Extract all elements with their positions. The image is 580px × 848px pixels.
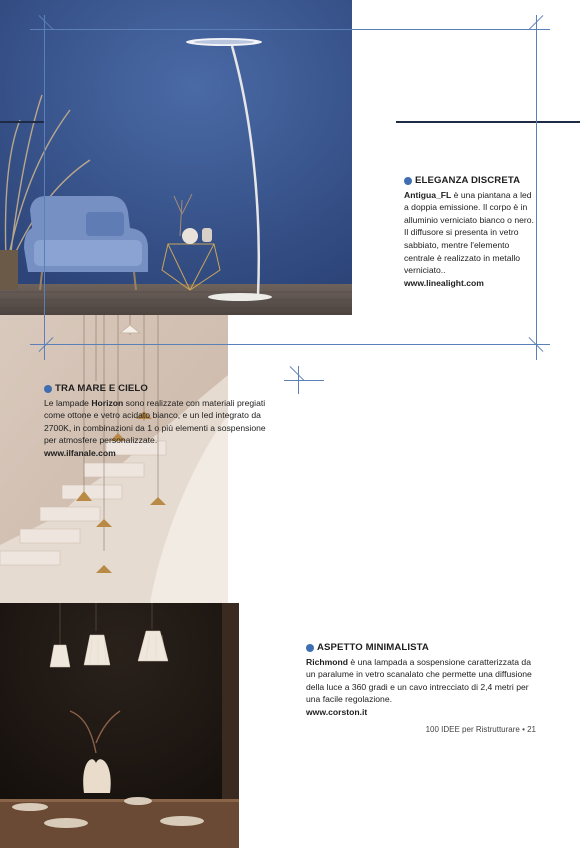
frame-line-left bbox=[44, 15, 45, 360]
section-body: Antigua_FL è una piantana a led a doppia emissione. Il corpo è in alluminio verniciato bianco o nero. Il diffusore si presenta in vetro sabbiato, mentre l'elemento centrale è realizzato in metallo verniciato.. bbox=[404, 189, 534, 276]
section-title: TRA MARE E CIELO bbox=[44, 383, 276, 396]
caption-eleganza bbox=[404, 175, 534, 289]
section-body: Le lampade Horizon sono realizzate con materiali pregiati come ottone e vetro acidato bianco, e un led integrato da 2700K, in combinazioni da 1 o più elementi a sospensione per atmosfere personalizzate. bbox=[44, 397, 266, 446]
website-link[interactable]: www.ilfanale.com bbox=[44, 447, 116, 458]
frame-line-top bbox=[30, 29, 550, 30]
section-title: ASPETTO MINIMALISTA bbox=[306, 642, 534, 655]
frame-line-right bbox=[536, 15, 537, 360]
caption-tra-mare bbox=[44, 383, 276, 460]
top-rule-left bbox=[0, 121, 44, 123]
caption-aspetto bbox=[306, 642, 534, 719]
frame-line-bottom bbox=[30, 344, 550, 345]
top-rule-right bbox=[396, 121, 580, 123]
bullet-dot-icon bbox=[306, 644, 314, 652]
product-name: Richmond bbox=[306, 656, 349, 667]
page-footer: 100 IDEE per Ristrutturare • 21 bbox=[425, 725, 536, 734]
photo-richmond-pendants bbox=[0, 603, 239, 848]
section-body: Richmond è una lampada a sospensione caratterizzata da un paralume in vetro scanalato che permette una diffusione della luce a 360 gradi e un cavo intrecciato di 2,4 metri per una facile regolazione. bbox=[306, 656, 532, 705]
section-title: ELEGANZA DISCRETA bbox=[404, 175, 534, 188]
product-name: Horizon bbox=[91, 397, 124, 408]
photo-floor-lamp-room bbox=[0, 0, 352, 315]
frame-line-mid-v bbox=[298, 366, 299, 394]
bullet-dot-icon bbox=[44, 385, 52, 393]
crop-mark-mid bbox=[290, 366, 305, 381]
product-name: Antigua_FL bbox=[404, 189, 452, 200]
website-link[interactable]: www.linealight.com bbox=[404, 277, 484, 288]
bullet-dot-icon bbox=[404, 177, 412, 185]
website-link[interactable]: www.corston.it bbox=[306, 706, 368, 717]
